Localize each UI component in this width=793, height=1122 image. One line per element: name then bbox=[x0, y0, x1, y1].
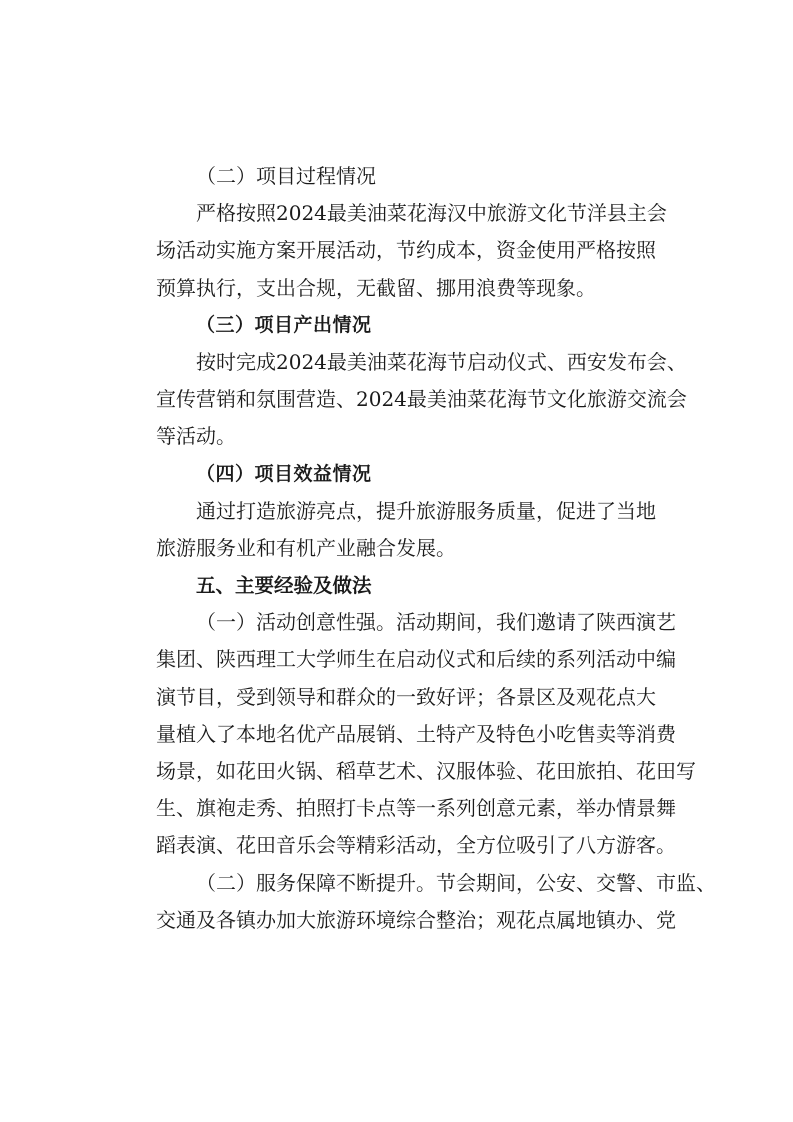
section-title-experience: 五、主要经验及做法 bbox=[196, 574, 372, 598]
paragraph-line: 预算执行，支出合规，无截留、挪用浪费等现象。 bbox=[156, 275, 596, 300]
paragraph-line: 集团、陕西理工大学师生在启动仪式和后续的系列活动中编 bbox=[156, 647, 676, 672]
document-body bbox=[156, 158, 716, 939]
paragraph-line: （二）服务保障不断提升。节会期间，公安、交警、市监、 bbox=[196, 870, 716, 895]
paragraph-line: 通过打造旅游亮点，提升旅游服务质量，促进了当地 bbox=[196, 498, 656, 523]
subsection-title-process: （二）项目过程情况 bbox=[196, 164, 376, 188]
paragraph-line: （一）活动创意性强。活动期间，我们邀请了陕西演艺 bbox=[196, 610, 676, 635]
paragraph-line: 蹈表演、花田音乐会等精彩活动，全方位吸引了八方游客。 bbox=[156, 833, 676, 858]
subsection-title-benefit: （四）项目效益情况 bbox=[196, 462, 372, 485]
subsection-title-output: （三）项目产出情况 bbox=[196, 313, 372, 336]
paragraph-line: 严格按照2024最美油菜花海汉中旅游文化节洋县主会 bbox=[196, 201, 667, 226]
paragraph-line: 场活动实施方案开展活动，节约成本，资金使用严格按照 bbox=[156, 238, 656, 263]
paragraph-line: 等活动。 bbox=[156, 424, 236, 449]
paragraph-line: 旅游服务业和有机产业融合发展。 bbox=[156, 535, 456, 560]
paragraph-line: 场景，如花田火锅、稻草艺术、汉服体验、花田旅拍、花田写 bbox=[156, 759, 696, 783]
paragraph-line: 宣传营销和氛围营造、2024最美油菜花海节文化旅游交流会 bbox=[156, 387, 687, 412]
paragraph-line: 生、旗袍走秀、拍照打卡点等一系列创意元素，举办情景舞 bbox=[156, 796, 676, 821]
paragraph-line: 按时完成2024最美油菜花海节启动仪式、西安发布会、 bbox=[196, 349, 687, 374]
paragraph-line: 交通及各镇办加大旅游环境综合整治；观花点属地镇办、党 bbox=[156, 907, 676, 932]
paragraph-line: 量植入了本地名优产品展销、土特产及特色小吃售卖等消费 bbox=[156, 721, 676, 746]
paragraph-line: 演节目，受到领导和群众的一致好评；各景区及观花点大 bbox=[156, 684, 656, 709]
